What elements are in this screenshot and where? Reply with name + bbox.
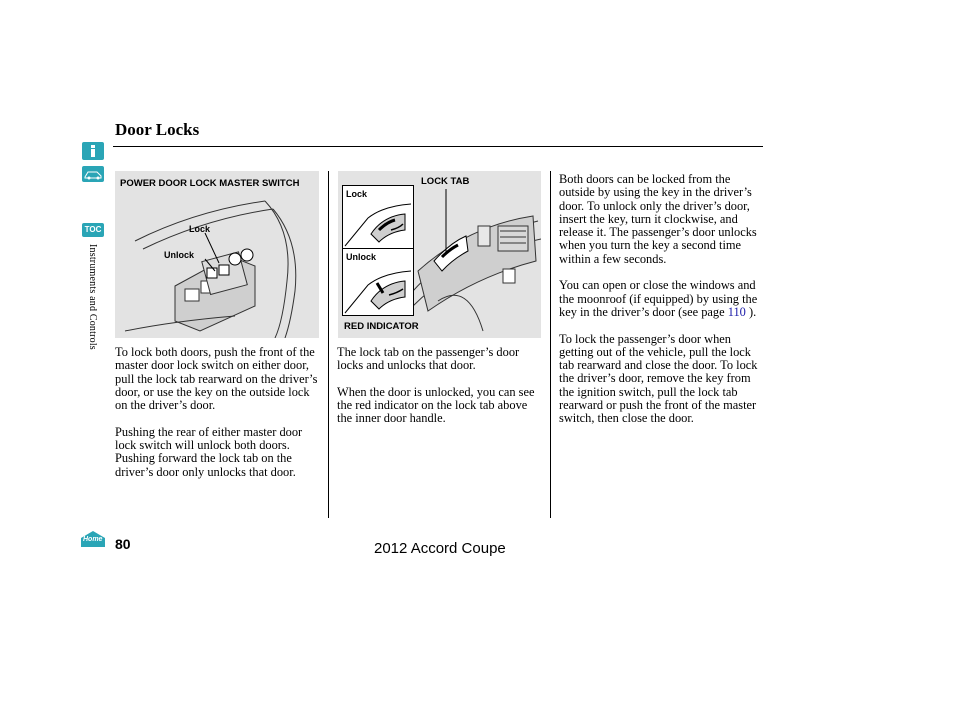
home-label: Home xyxy=(83,536,103,543)
col3-paragraph-2 xyxy=(559,279,764,319)
column-2-text xyxy=(337,346,543,439)
lock-tab-label: LOCK TAB xyxy=(421,176,470,187)
column-divider-1 xyxy=(328,171,329,518)
col3-paragraph-2-end: ). xyxy=(745,304,757,319)
info-icon[interactable] xyxy=(82,142,104,160)
column-divider-2 xyxy=(550,171,551,518)
column-1-text xyxy=(115,346,320,492)
figure1-caption: POWER DOOR LOCK MASTER SWITCH xyxy=(120,178,300,189)
col2-paragraph-1: The lock tab on the passenger’s door locks and unlocks that door. xyxy=(337,345,520,373)
toc-button[interactable]: TOC xyxy=(82,223,104,237)
col1-paragraph-3: Pushing forward the lock tab on the driver’s door only unlocks that door. xyxy=(115,451,296,479)
figure1-lock-label: Lock xyxy=(189,224,211,234)
home-button[interactable] xyxy=(80,530,106,548)
page-title: Door Locks xyxy=(115,120,200,139)
inset-unlock-label: Unlock xyxy=(346,252,377,262)
col3-paragraph-3: To lock the passenger’s door when getting out of the vehicle, pull the lock tab rearward and close the door. To lock the driver’s door, remove the key from the ignition switch, pull the lock tab rearward or push the front of the master switch, then close the door. xyxy=(559,331,758,426)
door-panel-illustration xyxy=(115,171,319,338)
lock-tab-locked-icon xyxy=(343,186,413,248)
col1-paragraph-1: To lock both doors, push the front of the master door lock switch on either door, pull the lock tab rearward on the driver’s door, or use the key on the outside lock on the driver’s door. xyxy=(115,345,318,413)
figure-lock-tab xyxy=(338,171,541,338)
inset-lock xyxy=(342,185,414,249)
page-number: 80 xyxy=(115,536,131,552)
col1-paragraph-2: Pushing the rear of either master door lock switch will unlock both doors. xyxy=(115,424,303,453)
col2-paragraph-2: When the door is unlocked, you can see the red indicator on the lock tab above the inner door handle. xyxy=(337,384,535,426)
inset-unlock xyxy=(342,248,414,316)
column-3-text xyxy=(559,173,764,439)
model-footer: 2012 Accord Coupe xyxy=(374,540,506,557)
lock-tab-unlocked-icon xyxy=(343,249,413,315)
red-indicator-label: RED INDICATOR xyxy=(344,321,419,332)
col3-paragraph-2-text: You can open or close the windows and the moonroof (if equipped) by using the key in the driver’s door (see page xyxy=(559,278,758,319)
section-tab: Instruments and Controls xyxy=(87,244,98,350)
car-icon[interactable] xyxy=(82,166,104,182)
inset-lock-label: Lock xyxy=(346,189,368,199)
page-link-110[interactable]: 110 xyxy=(727,304,746,319)
col3-paragraph-1: Both doors can be locked from the outside by using the key in the driver’s door. To unlock only the driver’s door, insert the key, turn it clockwise, and release it. The passenger’s door unlocks when you turn the key a second time within a few seconds. xyxy=(559,172,757,266)
title-rule xyxy=(113,146,763,147)
figure-master-switch xyxy=(115,171,319,338)
figure1-unlock-label: Unlock xyxy=(164,250,195,260)
